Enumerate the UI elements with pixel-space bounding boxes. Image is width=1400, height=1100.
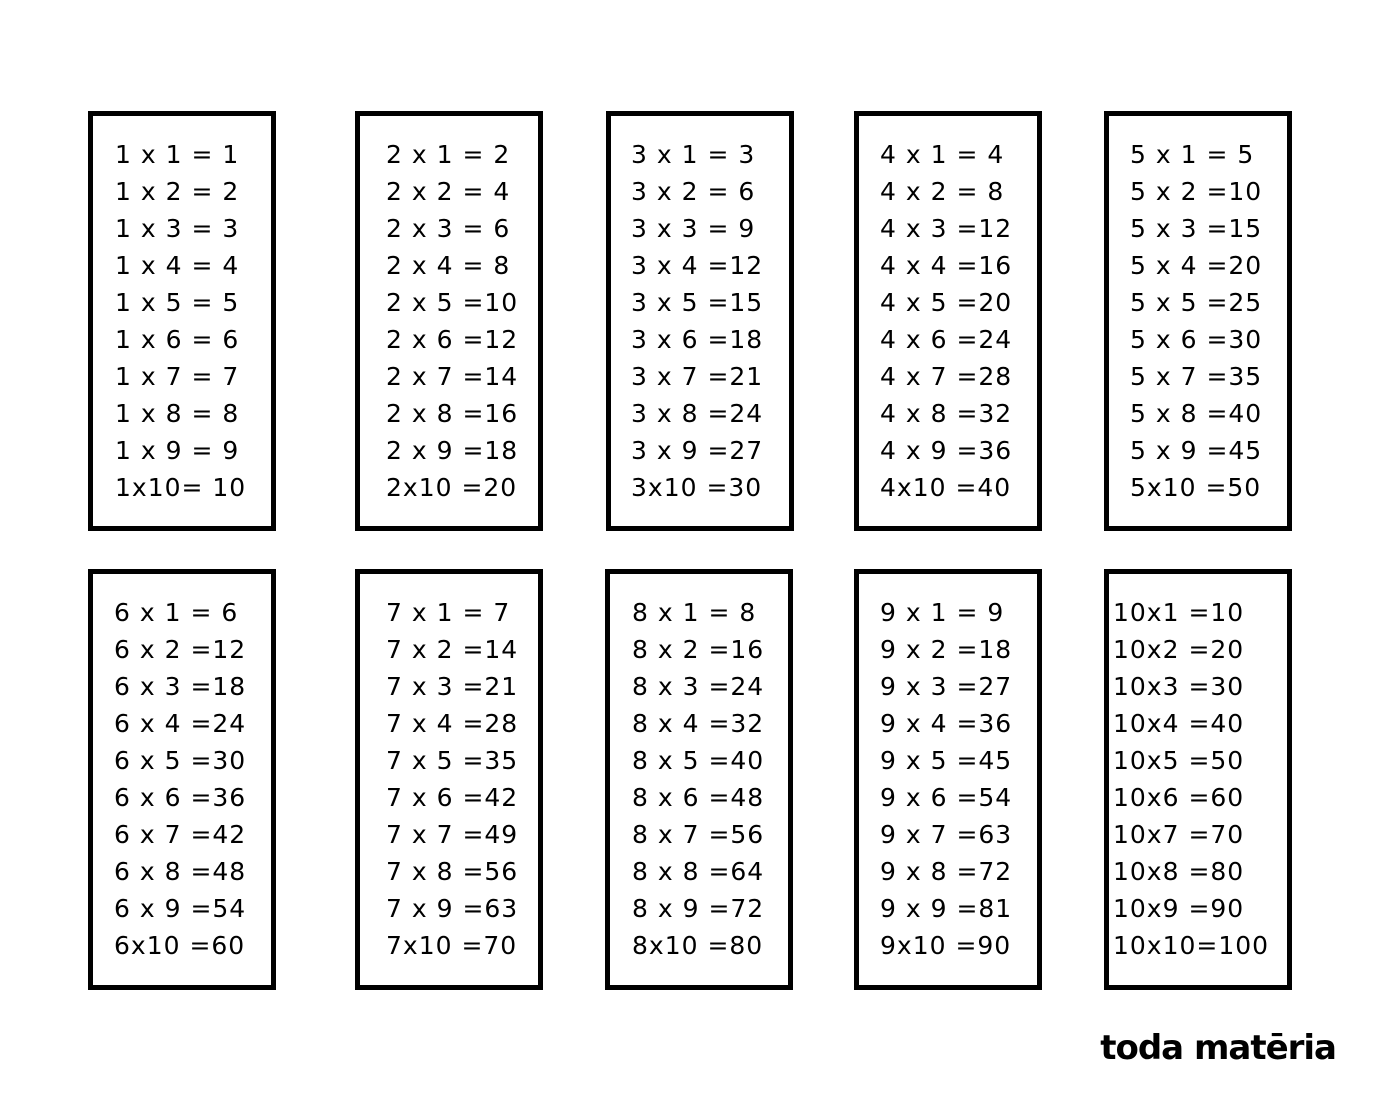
- equation-line: 7 x 7 =49: [386, 820, 519, 849]
- equation-line: 2 x 4 = 8: [386, 251, 511, 280]
- equation-line: 1x10= 10: [115, 473, 247, 502]
- equation-line: 5 x 7 =35: [1130, 362, 1263, 391]
- equation-line: 1 x 6 = 6: [115, 325, 240, 354]
- times-table-5: [1104, 111, 1292, 531]
- equation-line: 3 x 2 = 6: [631, 177, 756, 206]
- equation-line: 10x8 =80: [1113, 857, 1245, 886]
- equation-line: 2x10 =20: [386, 473, 518, 502]
- equation-line: 4 x 7 =28: [880, 362, 1013, 391]
- equation-line: 2 x 8 =16: [386, 399, 519, 428]
- equation-line: 8 x 9 =72: [632, 894, 765, 923]
- equation-line: 2 x 3 = 6: [386, 214, 511, 243]
- equation-line: 9 x 7 =63: [880, 820, 1013, 849]
- equation-line: 6 x 5 =30: [114, 746, 247, 775]
- equation-line: 10x5 =50: [1113, 746, 1245, 775]
- equation-line: 4 x 8 =32: [880, 399, 1013, 428]
- equation-line: 8 x 3 =24: [632, 672, 765, 701]
- equation-line: 10x6 =60: [1113, 783, 1245, 812]
- equation-line: 7x10 =70: [386, 931, 518, 960]
- times-table-2: [355, 111, 543, 531]
- equation-line: 6 x 2 =12: [114, 635, 247, 664]
- equation-line: 6 x 6 =36: [114, 783, 247, 812]
- times-table-10: [1104, 569, 1292, 990]
- times-table-8: [605, 569, 793, 990]
- equation-line: 5 x 1 = 5: [1130, 140, 1255, 169]
- equation-line: 6 x 7 =42: [114, 820, 247, 849]
- equation-line: 9 x 2 =18: [880, 635, 1013, 664]
- equation-line: 3 x 6 =18: [631, 325, 764, 354]
- equation-line: 8 x 2 =16: [632, 635, 765, 664]
- equation-line: 6 x 4 =24: [114, 709, 247, 738]
- equation-line: 9 x 4 =36: [880, 709, 1013, 738]
- equation-line: 1 x 3 = 3: [115, 214, 240, 243]
- equation-line: 10x10=100: [1113, 931, 1270, 960]
- equation-line: 6 x 9 =54: [114, 894, 247, 923]
- times-table-7: [355, 569, 543, 990]
- equation-line: 5x10 =50: [1130, 473, 1262, 502]
- equation-line: 5 x 5 =25: [1130, 288, 1263, 317]
- equation-line: 4x10 =40: [880, 473, 1012, 502]
- equation-line: 10x3 =30: [1113, 672, 1245, 701]
- equation-line: 8 x 8 =64: [632, 857, 765, 886]
- equation-line: 9 x 1 = 9: [880, 598, 1005, 627]
- equation-line: 7 x 1 = 7: [386, 598, 511, 627]
- equation-line: 3 x 8 =24: [631, 399, 764, 428]
- equation-line: 1 x 2 = 2: [115, 177, 240, 206]
- equation-line: 7 x 8 =56: [386, 857, 519, 886]
- equation-line: 8 x 1 = 8: [632, 598, 757, 627]
- equation-line: 2 x 7 =14: [386, 362, 519, 391]
- equation-line: 2 x 6 =12: [386, 325, 519, 354]
- equation-line: 6x10 =60: [114, 931, 246, 960]
- equation-line: 9 x 6 =54: [880, 783, 1013, 812]
- equation-line: 2 x 5 =10: [386, 288, 519, 317]
- equation-line: 3 x 3 = 9: [631, 214, 756, 243]
- equation-line: 1 x 8 = 8: [115, 399, 240, 428]
- equation-line: 5 x 2 =10: [1130, 177, 1263, 206]
- equation-line: 1 x 1 = 1: [115, 140, 240, 169]
- equation-line: 3x10 =30: [631, 473, 763, 502]
- equation-line: 10x2 =20: [1113, 635, 1245, 664]
- equation-line: 9x10 =90: [880, 931, 1012, 960]
- equation-line: 7 x 6 =42: [386, 783, 519, 812]
- equation-line: 3 x 1 = 3: [631, 140, 756, 169]
- equation-line: 8x10 =80: [632, 931, 764, 960]
- equation-line: 10x9 =90: [1113, 894, 1245, 923]
- equation-line: 10x4 =40: [1113, 709, 1245, 738]
- times-table-4: [854, 111, 1042, 531]
- equation-line: 5 x 3 =15: [1130, 214, 1263, 243]
- equation-line: 3 x 5 =15: [631, 288, 764, 317]
- equation-line: 4 x 4 =16: [880, 251, 1013, 280]
- equation-line: 9 x 8 =72: [880, 857, 1013, 886]
- equation-line: 1 x 9 = 9: [115, 436, 240, 465]
- equation-line: 9 x 3 =27: [880, 672, 1013, 701]
- equation-line: 9 x 9 =81: [880, 894, 1013, 923]
- times-table-9: [854, 569, 1042, 990]
- equation-line: 2 x 9 =18: [386, 436, 519, 465]
- equation-line: 4 x 2 = 8: [880, 177, 1005, 206]
- equation-line: 7 x 2 =14: [386, 635, 519, 664]
- equation-line: 7 x 4 =28: [386, 709, 519, 738]
- equation-line: 3 x 9 =27: [631, 436, 764, 465]
- times-table-3: [606, 111, 794, 531]
- equation-line: 5 x 8 =40: [1130, 399, 1263, 428]
- brand-logo-text: toda matēria: [1100, 1028, 1336, 1068]
- equation-line: 7 x 3 =21: [386, 672, 519, 701]
- equation-line: 8 x 4 =32: [632, 709, 765, 738]
- equation-line: 6 x 1 = 6: [114, 598, 239, 627]
- equation-line: 1 x 5 = 5: [115, 288, 240, 317]
- equation-line: 1 x 7 = 7: [115, 362, 240, 391]
- equation-line: 2 x 2 = 4: [386, 177, 511, 206]
- equation-line: 5 x 9 =45: [1130, 436, 1263, 465]
- equation-line: 5 x 6 =30: [1130, 325, 1263, 354]
- equation-line: 4 x 9 =36: [880, 436, 1013, 465]
- equation-line: 4 x 6 =24: [880, 325, 1013, 354]
- equation-line: 8 x 5 =40: [632, 746, 765, 775]
- equation-line: 7 x 9 =63: [386, 894, 519, 923]
- equation-line: 1 x 4 = 4: [115, 251, 240, 280]
- equation-line: 6 x 3 =18: [114, 672, 247, 701]
- equation-line: 5 x 4 =20: [1130, 251, 1263, 280]
- equation-line: 9 x 5 =45: [880, 746, 1013, 775]
- times-table-6: [88, 569, 276, 990]
- times-table-1: [88, 111, 276, 531]
- equation-line: 10x7 =70: [1113, 820, 1245, 849]
- equation-line: 4 x 5 =20: [880, 288, 1013, 317]
- equation-line: 3 x 7 =21: [631, 362, 764, 391]
- equation-line: 2 x 1 = 2: [386, 140, 511, 169]
- equation-line: 4 x 3 =12: [880, 214, 1013, 243]
- equation-line: 4 x 1 = 4: [880, 140, 1005, 169]
- equation-line: 8 x 7 =56: [632, 820, 765, 849]
- equation-line: 6 x 8 =48: [114, 857, 247, 886]
- equation-line: 10x1 =10: [1113, 598, 1245, 627]
- equation-line: 3 x 4 =12: [631, 251, 764, 280]
- equation-line: 7 x 5 =35: [386, 746, 519, 775]
- equation-line: 8 x 6 =48: [632, 783, 765, 812]
